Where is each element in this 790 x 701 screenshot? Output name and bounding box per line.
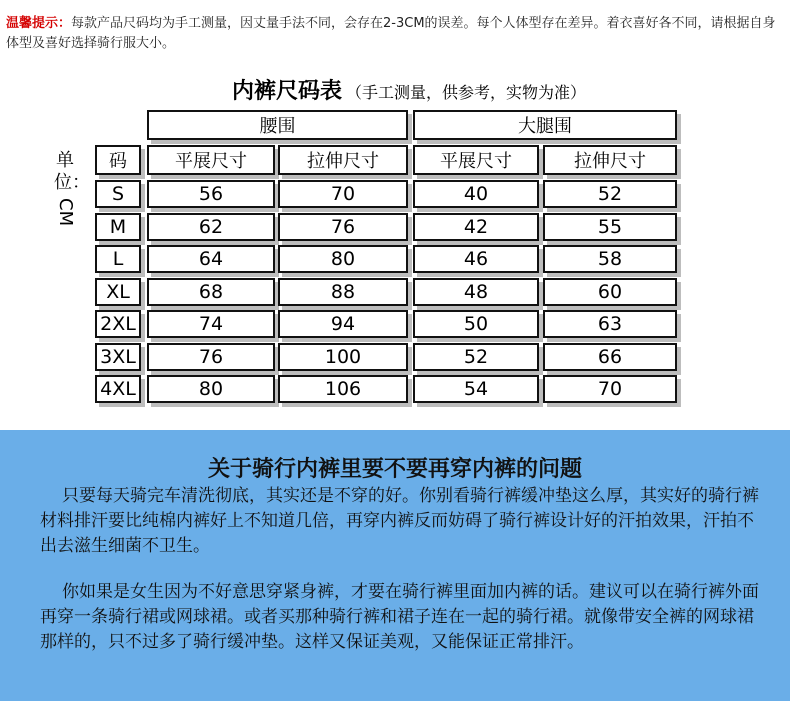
faq-section [0,430,790,701]
size-label: 4XL [95,375,141,403]
table-cell: 106 [278,375,408,403]
table-cell: 46 [413,245,539,273]
table-cell: 100 [278,343,408,371]
header-col-1: 平展尺寸 [147,145,275,175]
table-cell: 52 [543,180,677,208]
table-cell: 70 [278,180,408,208]
size-label: L [95,245,141,273]
table-cell: 40 [413,180,539,208]
table-cell: 56 [147,180,275,208]
header-thigh: 大腿围 [413,110,677,140]
table-cell: 80 [147,375,275,403]
size-table [95,110,680,408]
table-cell: 62 [147,213,275,241]
table-cell: 76 [278,213,408,241]
table-cell: 50 [413,310,539,338]
notice-label: 温馨提示： [6,16,72,31]
table-cell: 63 [543,310,677,338]
header-size: 码 [95,145,141,175]
size-label: XL [95,278,141,306]
table-cell: 48 [413,278,539,306]
table-cell: 60 [543,278,677,306]
size-chart-title [232,74,586,105]
unit-value: CM [55,198,76,227]
table-title: 内裤尺码表 [232,79,343,104]
table-cell: 94 [278,310,408,338]
table-cell: 54 [413,375,539,403]
table-cell: 70 [543,375,677,403]
faq-paragraph-1: 只要每天骑完车清洗彻底，其实还是不穿的好。你别看骑行裤缓冲垫这么厚，其实好的骑行裤材料排汗要比纯棉内裤好上不知道几倍，再穿内裤反而妨碍了骑行裤设计好的汗拍效果，汗拍不出去滋生细菌不卫生。 [40,486,759,556]
size-label: 3XL [95,343,141,371]
faq-paragraph-2: 你如果是女生因为不好意思穿紧身裤，才要在骑行裤里面加内裤的话。建议可以在骑行裤外面再穿一条骑行裙或网球裙。或者买那种骑行裤和裙子连在一起的骑行裙。就像带安全裤的网球裙那样的，只不过多了骑行缓冲垫。这样又保证美观，又能保证正常排汗。 [40,582,759,652]
table-cell: 42 [413,213,539,241]
table-cell: 88 [278,278,408,306]
unit-text: 单位： [54,150,90,193]
table-cell: 80 [278,245,408,273]
header-col-4: 拉伸尺寸 [543,145,677,175]
table-cell: 64 [147,245,275,273]
notice-text: 每款产品尺码均为手工测量，因丈量手法不同，会存在2-3CM的误差。每个人体型存在差异。着衣喜好各不同，请根据自身体型及喜好选择骑行服大小。 [6,16,776,51]
table-cell: 66 [543,343,677,371]
faq-heading: 关于骑行内裤里要不要再穿内裤的问题 [207,457,582,482]
table-cell: 52 [413,343,539,371]
header-waist: 腰围 [147,110,408,140]
size-label: 2XL [95,310,141,338]
size-label: S [95,180,141,208]
unit-label [54,150,90,227]
header-col-3: 平展尺寸 [413,145,539,175]
table-cell: 74 [147,310,275,338]
table-cell: 76 [147,343,275,371]
table-cell: 55 [543,213,677,241]
table-cell: 68 [147,278,275,306]
table-subtitle: （手工测量，供参考，实物为准） [346,83,587,102]
table-cell: 58 [543,245,677,273]
header-col-2: 拉伸尺寸 [278,145,408,175]
size-label: M [95,213,141,241]
notice [6,14,786,54]
